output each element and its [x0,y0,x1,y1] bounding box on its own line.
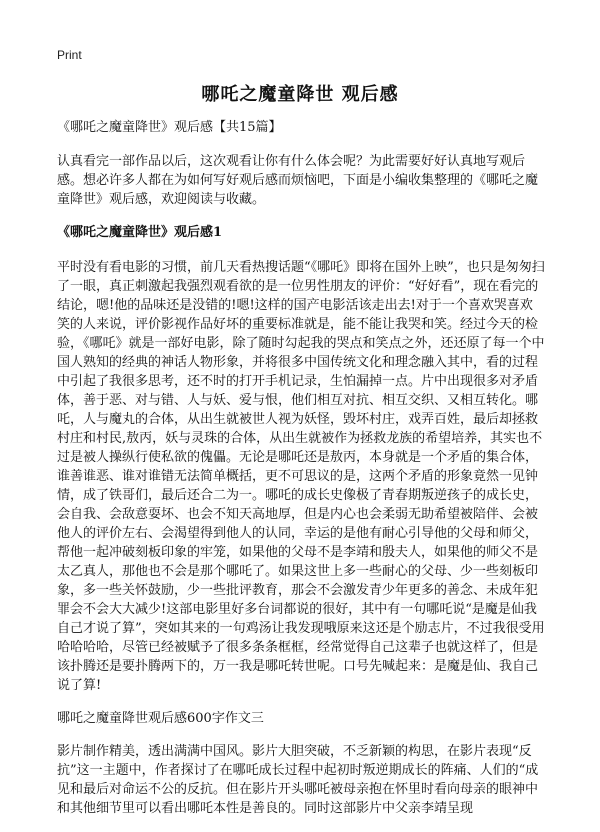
print-label: Print [57,48,82,62]
document-subtitle: 《哪吒之魔童降世》观后感【共15篇】 [57,120,282,135]
intro-paragraph: 认真看完一部作品以后，这次观看让你有什么体会呢？为此需要好好认真地写观后感。想必许多人都在为如何写好观后感而烦恼吧，下面是小编收集整理的《哪吒之魔童降世》观后感，欢迎阅读与收藏。 [57,154,539,207]
page-title: 哪吒之魔童降世 观后感 [201,84,399,105]
section-2-heading: 哪吒之魔童降世观后感600字作文三 [57,711,264,726]
section-1-body: 平时没有看电影的习惯，前几天看热搜话题“《哪吒》即将在国外上映”，也只是匆匆扫了一眼，真正刺激起我强烈观看欲的是一位男性朋友的评价：“好好看”，现在看完的结论，嗯!他的品味还是没错的!嗯!这样的国产电影活该走出去!对于一个喜欢哭喜欢笑的人来说，评价影视作品好坏的重要标准就是，能不能让我哭和笑。经过今天的检验，《哪吒》就是一部好电影，除了随时勾起我的哭点和笑点之外，还还原了每一个中国人熟知的经典的神话人物形象，并将很多中国传统文化和理念融入其中，看的过程中引起了我很多思考，还不时的打开手机记录，生怕漏掉一点。片中出现很多对矛盾体，善于恶、对与错、人与妖、爱与恨，他们相互对抗、相互交织、又相互转化。哪吒，人与魔丸的合体，从出生就被世人视为妖怪，毁坏村庄，戏弄百姓，最后却拯救村庄和村民,敖丙，妖与灵珠的合体，从出生就被作为拯救龙族的希望培养，其实也不过是被人操纵行使私欲的傀儡。无论是哪吒还是敖丙，本身就是一个矛盾的集合体，谁善谁恶、谁对谁错无法简单概括，更不可思议的是，这两个矛盾的形象竟然一见钟情，成了铁哥们，最后还合二为一。哪吒的成长史像极了青春期叛逆孩子的成长史，会自我、会敌意耍坏、也会不知天高地厚，但是内心也会柔弱无助希望被陪伴、会被他人的评价左右、会渴望得到他人的认同，幸运的是他有耐心引导他的父母和师父，帮他一起冲破刻板印象的牢笼，如果他的父母不是李靖和殷夫人，如果他的师父不是太乙真人，那他也不会是那个哪吒了。如果这世上多一些耐心的父母、少一些刻板印象，多一些关怀鼓励，少一些批评教育，那会不会激发青少年更多的善念、未成年犯罪会不会大大减少!这部电影里好多台词都说的很好，其中有一句哪吒说“是魔是仙我自己才说了算”，突如其来的一句鸡汤让我发现哦原来这还是个励志片，不过我很受用哈哈哈哈，尽管已经被赋予了很多条条框框，经常觉得自己这辈子也就这样了，但是该扑腾还是要扑腾两下的，万一我是哪吒转世呢。口号先喊起来：是魔是仙、我自己说了算! [57,260,545,693]
document-body [57,118,545,832]
section-2-body: 影片制作精美，透出满满中国风。影片大胆突破，不乏新颖的构思，在影片表现“反抗”这一主题中，作者探讨了在哪吒成长过程中起初时叛逆期成长的阵痛、人们的“成见和最后对命运不公的反抗。但在影片开头哪吒被母亲抱在怀里时看向母亲的眼神中和其他细节里可以看出哪吒本性是善良的。同时这部影片中父亲李靖呈现 [57,744,539,816]
section-1-heading: 《哪吒之魔童降世》观后感1 [57,225,223,240]
